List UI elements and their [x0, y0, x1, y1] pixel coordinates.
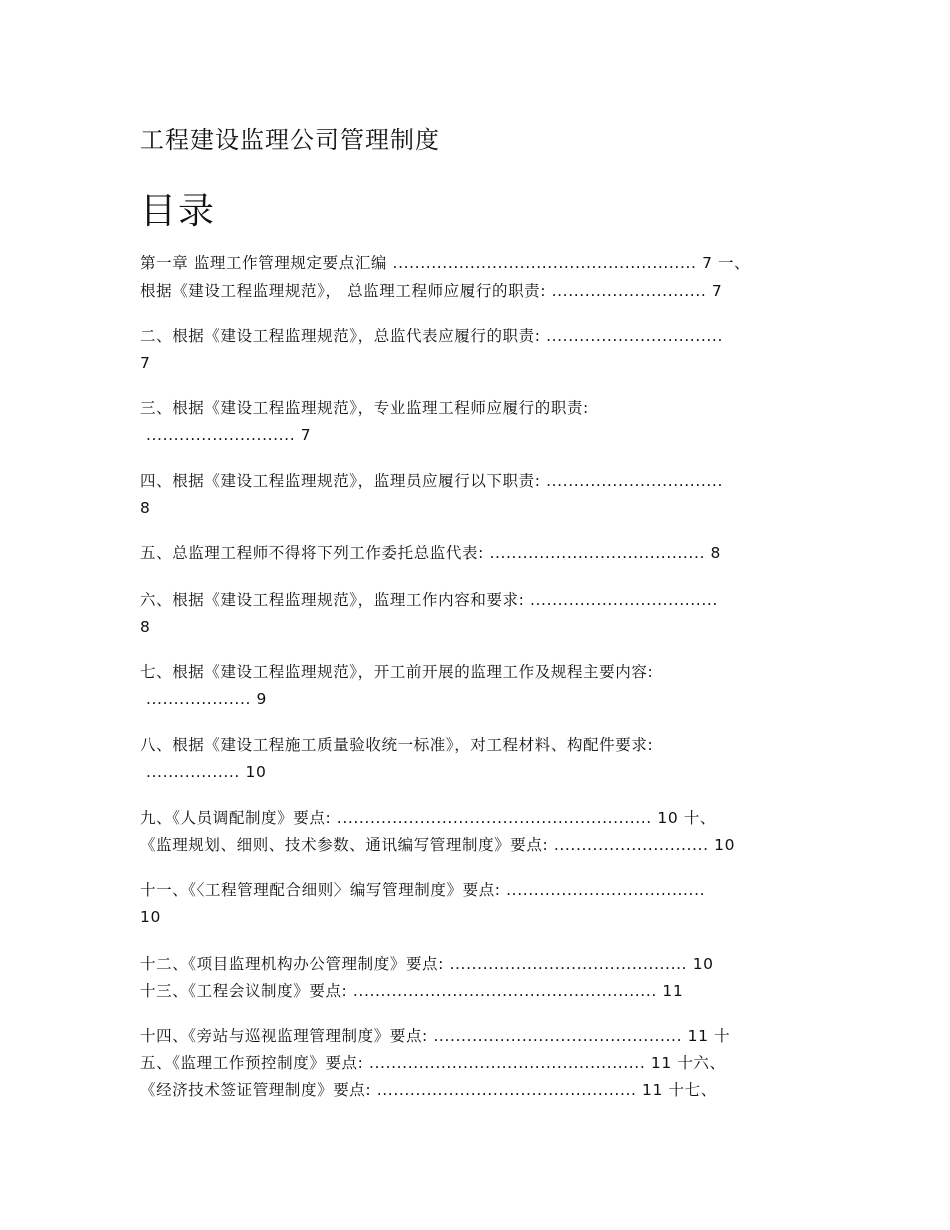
toc-line[interactable]: 四、根据《建设工程监理规范》，监理员应履行以下职责: ................................ — [140, 472, 723, 490]
toc-line[interactable]: 7 — [140, 354, 151, 372]
toc-line[interactable]: 五、《监理工作预控制度》要点: .................................................. 11 十六、 — [140, 1054, 726, 1072]
toc-line[interactable]: 《经济技术签证管理制度》要点: ............................................... 11 十七、 — [140, 1081, 717, 1099]
toc-line[interactable]: 8 — [140, 499, 151, 517]
toc-line[interactable]: 根据《建设工程监理规范》， 总监理工程师应履行的职责: ............................ 7 — [140, 282, 723, 300]
toc-line[interactable]: 十一、《〈工程管理配合细则〉编写管理制度》要点: .................................... — [140, 881, 706, 899]
toc-line[interactable]: 九、《人员调配制度》要点: ......................................................... 10 十、 — [140, 809, 717, 827]
toc-line[interactable]: 《监理规划、细则、技术参数、通讯编写管理制度》要点: ............................ 10 — [140, 836, 736, 854]
document-title: 工程建设监理公司管理制度 — [140, 126, 440, 154]
toc-line[interactable]: ................. 10 — [146, 763, 267, 781]
toc-line[interactable]: 十二、《项目监理机构办公管理制度》要点: ........................................... 10 — [140, 955, 714, 973]
toc-heading: 目录 — [140, 191, 217, 232]
toc-line[interactable]: 八、根据《建设工程施工质量验收统一标准》，对工程材料、构配件要求: — [140, 736, 654, 754]
toc-line[interactable]: 第一章 监理工作管理规定要点汇编 ....................................................... 7 一、 — [140, 254, 751, 272]
toc-line[interactable]: 三、根据《建设工程监理规范》，专业监理工程师应履行的职责: — [140, 399, 589, 417]
toc-line[interactable]: 十四、《旁站与巡视监理管理制度》要点: ............................................. 11 十 — [140, 1027, 731, 1045]
toc-line[interactable]: 六、根据《建设工程监理规范》，监理工作内容和要求: .................................. — [140, 591, 718, 609]
toc-line[interactable]: 七、根据《建设工程监理规范》，开工前开展的监理工作及规程主要内容: — [140, 663, 654, 681]
toc-line[interactable]: 五、总监理工程师不得将下列工作委托总监代表: ....................................... 8 — [140, 544, 721, 562]
toc-line[interactable]: 10 — [140, 908, 161, 926]
toc-line[interactable]: 二、根据《建设工程监理规范》，总监代表应履行的职责: ................................ — [140, 327, 723, 345]
toc-line[interactable]: ................... 9 — [146, 690, 268, 708]
toc-line[interactable]: ........................... 7 — [146, 426, 312, 444]
toc-line[interactable]: 8 — [140, 618, 151, 636]
toc-line[interactable]: 十三、《工程会议制度》要点: ....................................................... 11 — [140, 982, 684, 1000]
